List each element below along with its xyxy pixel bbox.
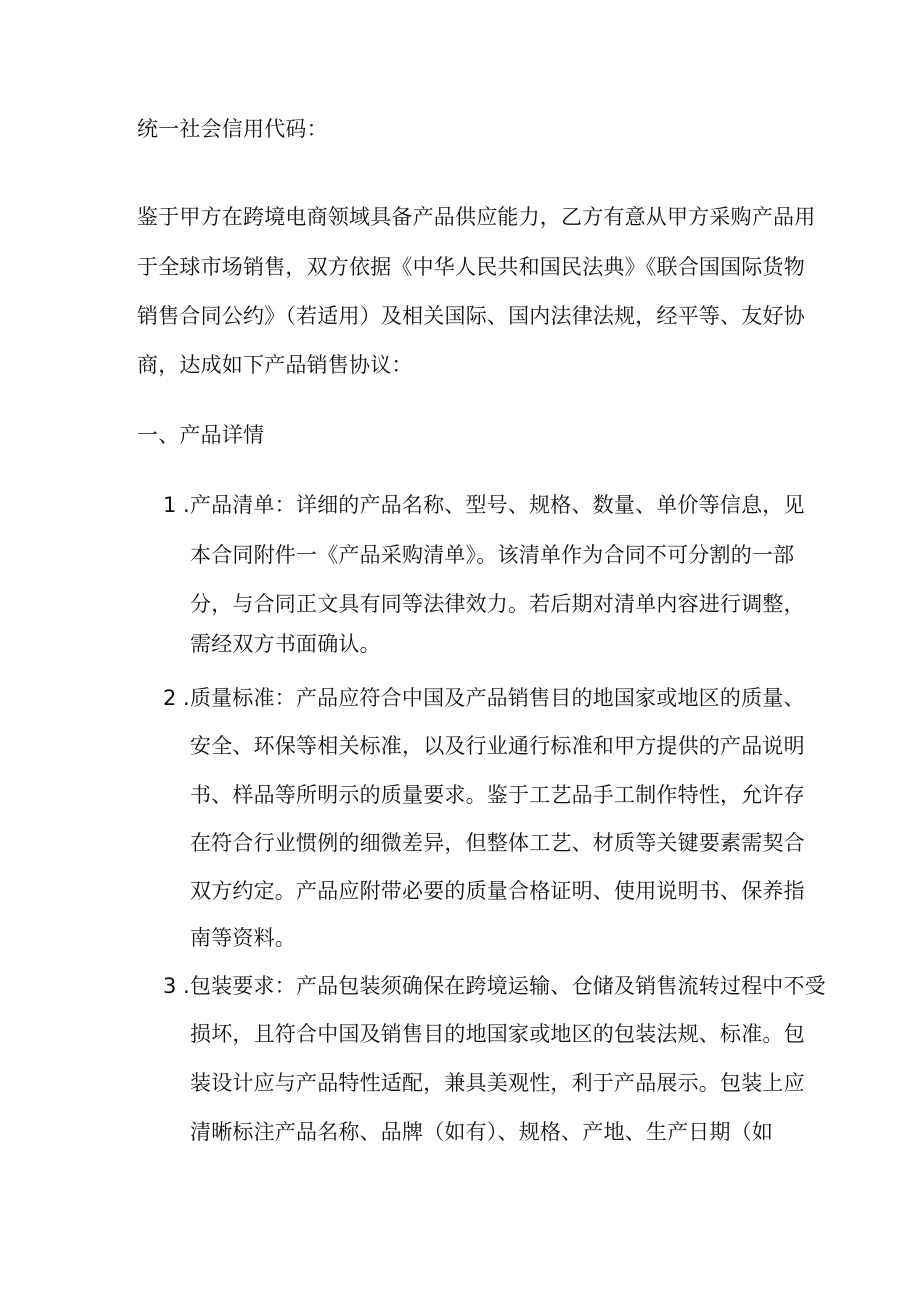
item-number: 3 <box>163 974 177 998</box>
item-line: 清晰标注产品名称、品牌（如有）、规格、产地、生产日期（如 <box>190 1120 774 1144</box>
item-line: 双方约定。产品应附带必要的质量合格证明、使用说明书、保养指 <box>190 879 805 903</box>
item-line: 装设计应与产品特性适配，兼具美观性，利于产品展示。包装上应 <box>190 1071 805 1095</box>
section-heading: 一、产品详情 <box>137 423 265 447</box>
item-line: .包装要求：产品包装须确保在跨境运输、仓储及销售流转过程中不受 <box>183 974 826 998</box>
item-number: 1 <box>163 493 177 517</box>
item-line: 南等资料。 <box>190 926 296 950</box>
preamble-line: 销售合同公约》（若适用）及相关国际、国内法律法规，经平等、友好协 <box>137 304 805 328</box>
item-line: 在符合行业惯例的细微差异，但整体工艺、材质等关键要素需契合 <box>190 831 805 855</box>
item-number: 2 <box>163 686 177 710</box>
preamble-line: 鉴于甲方在跨境电商领域具备产品供应能力，乙方有意从甲方采购产品用 <box>137 205 816 229</box>
item-line: 损坏，且符合中国及销售目的地国家或地区的包装法规、标准。包 <box>190 1022 805 1046</box>
item-line: 需经双方书面确认。 <box>190 632 381 656</box>
item-line: .质量标准：产品应符合中国及产品销售目的地国家或地区的质量、 <box>183 686 805 710</box>
item-line: 本合同附件一《产品采购清单》。该清单作为合同不可分割的一部 <box>190 543 795 567</box>
credit-code-label: 统一社会信用代码： <box>137 117 328 141</box>
preamble-line: 于全球市场销售，双方依据《中华人民共和国民法典》《联合国国际货物 <box>137 255 805 279</box>
preamble-line: 商，达成如下产品销售协议： <box>137 353 413 377</box>
item-line: 书、样品等所明示的质量要求。鉴于工艺品手工制作特性，允许存 <box>190 783 805 807</box>
item-line: 分，与合同正文具有同等法律效力。若后期对清单内容进行调整， <box>190 592 805 616</box>
item-line: .产品清单：详细的产品名称、型号、规格、数量、单价等信息，见 <box>183 493 805 517</box>
item-line: 安全、环保等相关标准，以及行业通行标准和甲方提供的产品说明 <box>190 734 805 758</box>
